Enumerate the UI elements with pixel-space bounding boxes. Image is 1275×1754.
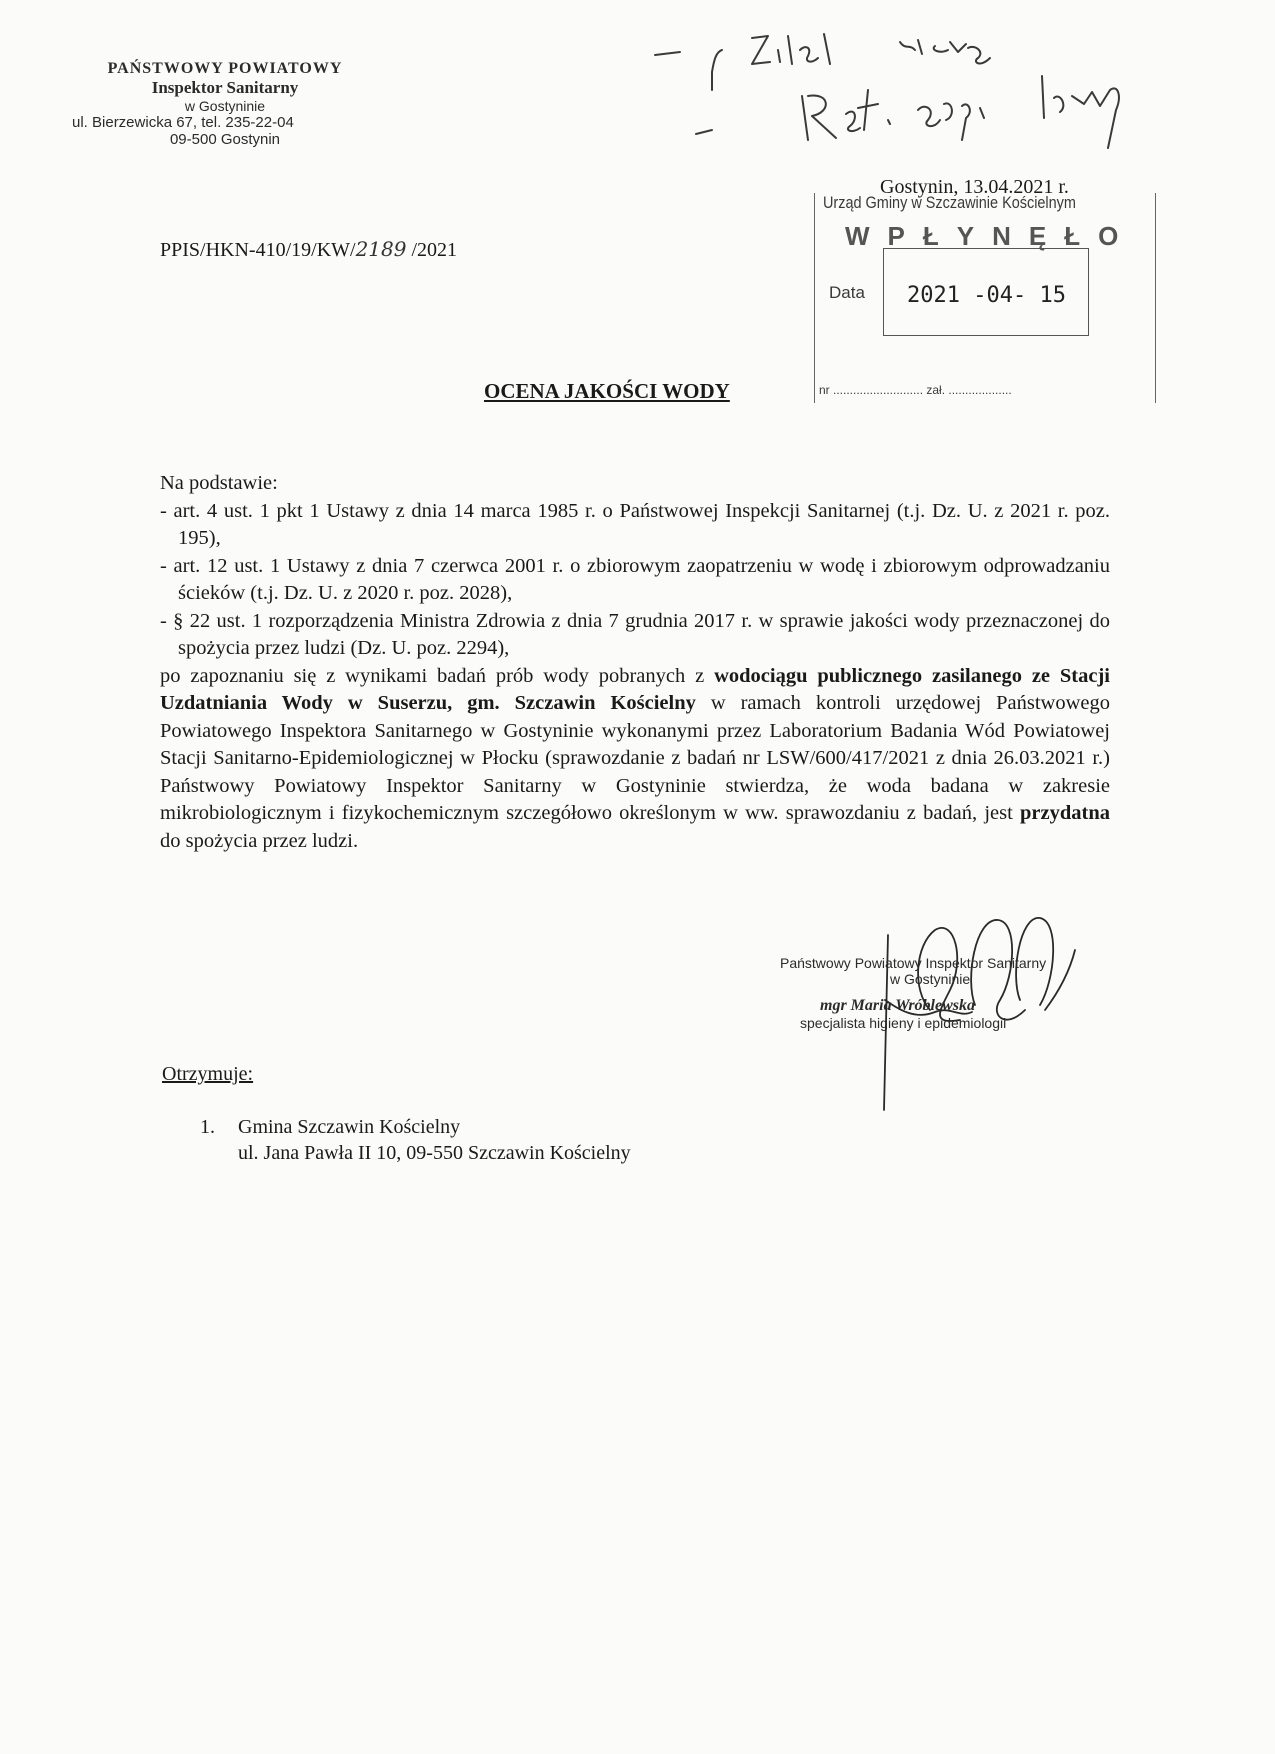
recipient-address: ul. Jana Pawła II 10, 09-550 Szczawin Kościelny	[238, 1142, 631, 1164]
received-stamp-office: Urząd Gminy w Szczawinie Kościelnym	[823, 193, 1076, 212]
basis-item: - art. 4 ust. 1 pkt 1 Ustawy z dnia 14 marca 1985 r. o Państwowej Inspekcji Sanitarnej (t.j. Dz. U. z 2021 r. poz. 195),	[160, 499, 1110, 549]
sender-stamp-address: ul. Bierzewicka 67, tel. 235-22-04	[72, 114, 294, 131]
conclusion-verdict: przydatna	[1020, 802, 1110, 824]
recipient-number: 1.	[200, 1116, 215, 1138]
basis-item: - art. 12 ust. 1 Ustawy z dnia 7 czerwca 2001 r. o zbiorowym zaopatrzeniu w wodę i zbiorowym odprowadzaniu ścieków (t.j. Dz. U. z 2020 r. poz. 2028),	[160, 554, 1110, 604]
sender-stamp-line1: PAŃSTWOWY POWIATOWY	[107, 60, 343, 77]
signature-title: Państwowy Powiatowy Inspektor Sanitarny	[780, 955, 1047, 971]
sender-stamp-line2: Inspektor Sanitarny	[151, 78, 299, 97]
signature-place: w Gostyninie	[890, 971, 971, 987]
basis-intro: Na podstawie:	[160, 472, 278, 494]
sender-stamp-postcode: 09-500 Gostynin	[169, 131, 281, 148]
signature-name: mgr Maria Wróblewska	[820, 997, 975, 1014]
reference-handwritten-number: 2189	[355, 237, 407, 261]
conclusion-part1: po zapoznaniu się z wynikami badań prób wody pobranych z	[160, 664, 715, 687]
reference-prefix: PPIS/HKN-410/19/KW/	[160, 239, 356, 261]
received-stamp-date-label: Data	[829, 283, 865, 302]
recipients-heading: Otrzymuje:	[162, 1063, 254, 1085]
basis-item: - § 22 ust. 1 rozporządzenia Ministra Zdrowia z dnia 7 grudnia 2017 r. w sprawie jakości wody przeznaczonej do spożycia przez ludzi (Dz. U. poz. 2294),	[160, 609, 1110, 659]
conclusion-water-source: wodociągu publicznego zasilanego ze Stacji Uzdatniania Wody w Suserzu, gm. Szczawin Kościelny	[160, 664, 1111, 714]
recipients-list	[200, 1114, 631, 1166]
conclusion-part3: do spożycia przez ludzi.	[160, 829, 359, 852]
recipient-item	[200, 1114, 631, 1140]
sender-stamp-line3: w Gostyninie	[184, 98, 266, 114]
received-stamp-word: WPŁYNĘŁO	[845, 221, 1137, 251]
signature-role: specjalista higieny i epidemiologii	[800, 1015, 1007, 1031]
conclusion-part2: w ramach kontroli urzędowej Państwowego Powiatowego Inspektora Sanitarnego w Gostyninie wykonanymi przez Laboratorium Badania Wód Powiatowej Stacji Sanitarno-Epidemiologicznej w Płocku (sprawozdanie z badań nr LSW/600/417/2021 z dnia 26.03.2021 r.) Państwowy Powiatowy Inspektor Sanitarny w Gostyninie stwierdza, że woda badana w zakresie mikrobiologicznym i fizykochemicznym szczegółowo określonym w ww. sprawozdaniu z badań, jest	[160, 692, 1110, 824]
place-date: Gostynin, 13.04.2021 r.	[880, 176, 1069, 198]
received-stamp-nr-line: nr ........................... zał. ...................	[819, 383, 1012, 397]
received-stamp-date-value: 2021 -04- 15	[907, 283, 1066, 308]
reference-suffix: /2021	[406, 239, 458, 261]
recipient-name: Gmina Szczawin Kościelny	[238, 1116, 461, 1138]
document-title: OCENA JAKOŚCI WODY	[484, 379, 730, 403]
